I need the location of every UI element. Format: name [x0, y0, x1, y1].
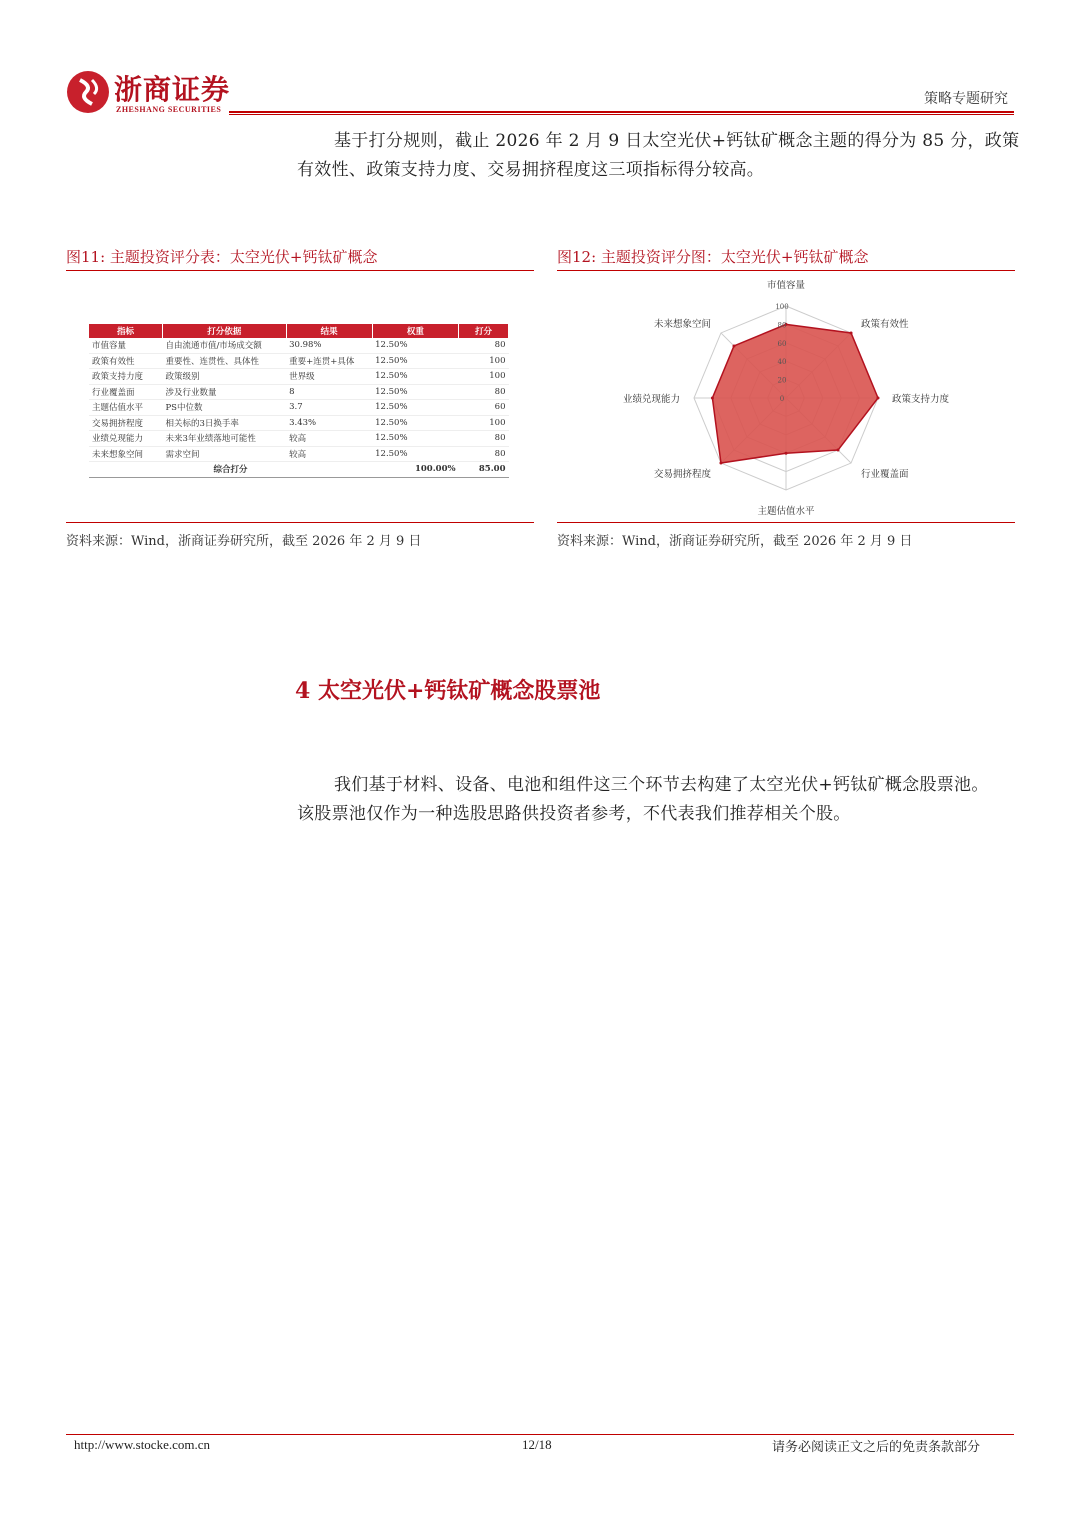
table-row [89, 415, 509, 431]
col-header-indicator: 指标 [89, 324, 162, 338]
radar-data-point [719, 462, 722, 465]
table-total-row [89, 462, 509, 478]
radar-tick-label: 100 [775, 303, 789, 311]
radar-tick-label: 0 [779, 395, 785, 403]
figure11-top-rule [66, 270, 534, 271]
footer-divider [66, 1434, 1014, 1435]
cell-result: 世界级 [286, 369, 372, 385]
cell-indicator: 市值容量 [89, 338, 162, 353]
company-logo-icon [66, 70, 110, 114]
cell-basis: 未来3年业绩落地可能性 [162, 431, 286, 447]
figure11-source: 资料来源：Wind，浙商证券研究所，截至 2026 年 2 月 9 日 [66, 534, 422, 549]
section-para-line-1: 我们基于材料、设备、电池和组件这三个环节去构建了太空光伏+钙钛矿概念股票池。 [334, 775, 989, 795]
table-row [89, 446, 509, 462]
header-divider-thin [229, 114, 1014, 115]
radar-series-area [712, 324, 878, 463]
table-row [89, 384, 509, 400]
cell-weight: 12.50% [372, 338, 458, 353]
figure11-caption: 图11: 主题投资评分表：太空光伏+钙钛矿概念 [66, 248, 378, 266]
radar-data-point [732, 344, 735, 347]
total-label: 综合打分 [89, 462, 372, 478]
table-row [89, 338, 509, 353]
table-row [89, 369, 509, 385]
figure12-source: 资料来源：Wind，浙商证券研究所，截至 2026 年 2 月 9 日 [557, 534, 913, 549]
cell-indicator: 业绩兑现能力 [89, 431, 162, 447]
cell-result: 较高 [286, 431, 372, 447]
radar-category-label: 业绩兑现能力 [622, 394, 680, 405]
cell-weight: 12.50% [372, 415, 458, 431]
cell-basis: 政策级别 [162, 369, 286, 385]
cell-score: 80 [459, 338, 509, 353]
cell-result: 较高 [286, 446, 372, 462]
figure12-caption: 图12: 主题投资评分图：太空光伏+钙钛矿概念 [557, 248, 869, 266]
logo-text-en: ZHESHANG SECURITIES [116, 105, 222, 114]
radar-chart [557, 280, 1015, 518]
header-divider [229, 111, 1014, 113]
radar-data-point [785, 452, 788, 455]
radar-category-label: 主题估值水平 [757, 506, 815, 517]
cell-result: 30.98% [286, 338, 372, 353]
cell-indicator: 交易拥挤程度 [89, 415, 162, 431]
col-header-result: 结果 [286, 324, 372, 338]
table-row [89, 353, 509, 369]
score-table [89, 324, 509, 478]
intro-line-2: 有效性、政策支持力度、交易拥挤程度这三项指标得分较高。 [297, 160, 765, 180]
radar-data-point [877, 397, 880, 400]
total-score: 85.00 [459, 462, 509, 478]
table-row [89, 400, 509, 416]
radar-data-point [850, 331, 853, 334]
radar-data-point [711, 397, 714, 400]
cell-score: 100 [459, 415, 509, 431]
cell-score: 80 [459, 431, 509, 447]
cell-indicator: 主题估值水平 [89, 400, 162, 416]
total-weight: 100.00% [372, 462, 458, 478]
figure12-bottom-rule [557, 522, 1015, 523]
score-table-header [89, 324, 509, 338]
cell-weight: 12.50% [372, 446, 458, 462]
cell-weight: 12.50% [372, 384, 458, 400]
cell-indicator: 行业覆盖面 [89, 384, 162, 400]
cell-weight: 12.50% [372, 400, 458, 416]
cell-basis: 相关标的3日换手率 [162, 415, 286, 431]
cell-basis: 需求空间 [162, 446, 286, 462]
page-number: 12/18 [522, 1437, 552, 1452]
section-heading: 4 太空光伏+钙钛矿概念股票池 [295, 678, 601, 704]
col-header-basis: 打分依据 [162, 324, 286, 338]
cell-indicator: 政策支持力度 [89, 369, 162, 385]
radar-category-label: 市值容量 [766, 280, 806, 291]
radar-tick-label: 60 [777, 339, 787, 348]
footer-disclaimer: 请务必阅读正文之后的免责条款部分 [772, 1440, 981, 1455]
radar-category-label: 政策支持力度 [892, 394, 950, 405]
figure12-top-rule [557, 270, 1015, 271]
cell-score: 100 [459, 353, 509, 369]
cell-indicator: 政策有效性 [89, 353, 162, 369]
cell-basis: 重要性、连贯性、具体性 [162, 353, 286, 369]
report-category: 策略专题研究 [924, 91, 1008, 107]
radar-tick-label: 40 [777, 358, 787, 367]
radar-category-label: 交易拥挤程度 [654, 468, 712, 480]
radar-category-label: 政策有效性 [860, 319, 909, 331]
cell-score: 100 [459, 369, 509, 385]
cell-weight: 12.50% [372, 353, 458, 369]
radar-tick-label: 80 [777, 321, 787, 330]
radar-tick-label: 20 [777, 376, 787, 385]
cell-score: 80 [459, 446, 509, 462]
radar-category-label: 行业覆盖面 [860, 468, 909, 480]
cell-basis: 涉及行业数量 [162, 384, 286, 400]
radar-data-point [837, 449, 840, 452]
logo-text-cn: 浙商证券 [114, 73, 231, 106]
cell-weight: 12.50% [372, 431, 458, 447]
cell-basis: PS中位数 [162, 400, 286, 416]
figure11-bottom-rule [66, 522, 534, 523]
radar-category-label: 未来想象空间 [654, 319, 712, 331]
col-header-score: 打分 [459, 324, 509, 338]
section-para-line-2: 该股票池仅作为一种选股思路供投资者参考，不代表我们推荐相关个股。 [297, 804, 851, 824]
cell-indicator: 未来想象空间 [89, 446, 162, 462]
cell-result: 3.43% [286, 415, 372, 431]
cell-result: 重要+连贯+具体 [286, 353, 372, 369]
cell-result: 3.7 [286, 400, 372, 416]
table-row [89, 431, 509, 447]
cell-score: 60 [459, 400, 509, 416]
cell-basis: 自由流通市值/市场成交额 [162, 338, 286, 353]
col-header-weight: 权重 [372, 324, 458, 338]
footer-url[interactable]: http://www.stocke.com.cn [74, 1437, 210, 1452]
intro-line-1: 基于打分规则，截止 2026 年 2 月 9 日太空光伏+钙钛矿概念主题的得分为 85 分，政策 [334, 131, 1020, 151]
cell-weight: 12.50% [372, 369, 458, 385]
cell-result: 8 [286, 384, 372, 400]
cell-score: 80 [459, 384, 509, 400]
